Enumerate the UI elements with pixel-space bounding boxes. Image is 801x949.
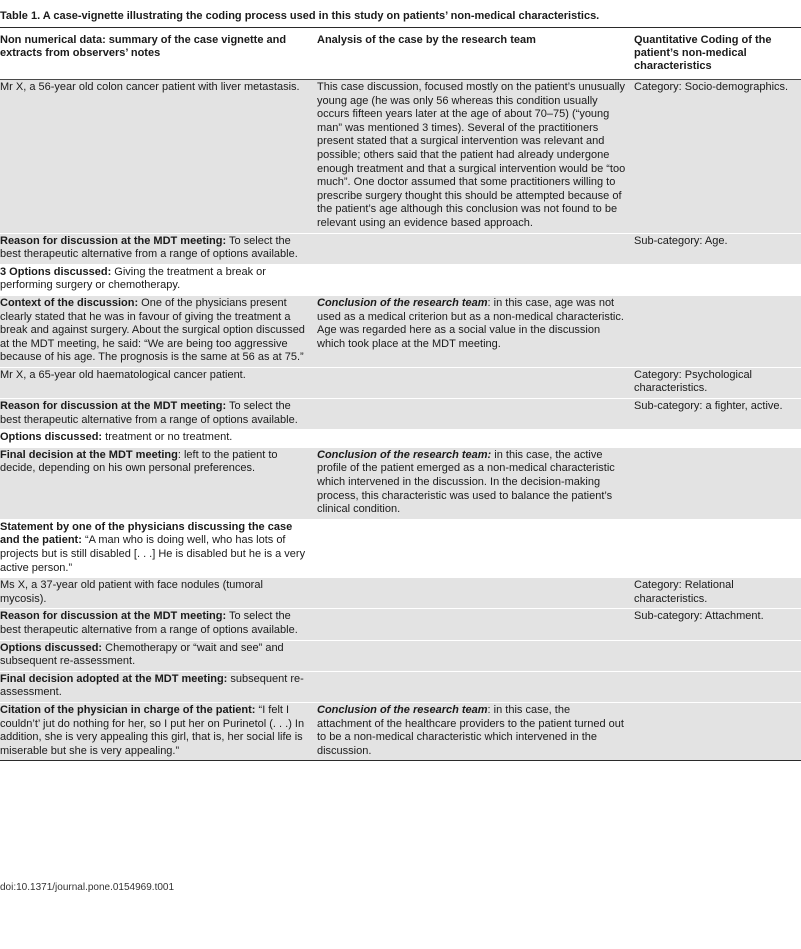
table-header bbox=[0, 28, 801, 80]
cell-analysis bbox=[313, 367, 630, 398]
cell-text: To select the best therapeutic alternative from a range of options available. bbox=[0, 400, 298, 426]
cell-label: 3 Options discussed: bbox=[0, 265, 112, 278]
cell-coding bbox=[630, 640, 801, 671]
header-coding: Quantitative Coding of the patient’s non-medical characteristics bbox=[634, 34, 772, 72]
cell-case-summary bbox=[0, 399, 313, 430]
table-row bbox=[0, 367, 801, 398]
table-row bbox=[0, 430, 801, 448]
cell-coding bbox=[630, 447, 801, 519]
table-row bbox=[0, 671, 801, 702]
cell-case-summary bbox=[0, 233, 313, 264]
cell-analysis bbox=[313, 671, 630, 702]
cell-coding: Category: Socio-demographics. bbox=[630, 80, 801, 234]
cell-text: Giving the treatment a break or performing surgery or chemotherapy. bbox=[0, 265, 266, 292]
cell-text: To select the best therapeutic alternative from a range of options available. bbox=[0, 610, 298, 636]
cell-case-summary bbox=[0, 80, 313, 234]
cell-text: Ms X, a 37-year old patient with face nodules (tumoral mycosis). bbox=[0, 579, 263, 605]
header-analysis: Analysis of the case by the research team bbox=[317, 34, 536, 46]
cell-coding bbox=[630, 295, 801, 367]
table-row bbox=[0, 702, 801, 760]
cell-case-summary bbox=[0, 447, 313, 519]
cell-analysis bbox=[313, 430, 630, 448]
cell-text: One of the physicians present clearly stated that he was in favour of giving the treatment a break and against surgery. About the surgical option discussed at the MDT meeting, he said: “We are being too aggressive because of his age. The prognosis is the same at 56 as at 75.” bbox=[0, 296, 305, 364]
cell-case-summary bbox=[0, 367, 313, 398]
cell-text: : in this case, age was not used as a medical criterion but as a non-medical characteristic. Age was regarded here as a social value in the discussion which took place at the MDT meeting. bbox=[317, 296, 624, 350]
cell-case-summary bbox=[0, 702, 313, 760]
cell-text: Chemotherapy or “wait and see” and subsequent re-assessment. bbox=[0, 641, 284, 668]
conclusion-label: Conclusion of the research team: bbox=[317, 448, 492, 461]
cell-label: Statement by one of the physicians discussing the case and the patient: bbox=[0, 520, 293, 547]
cell-label: Final decision at the MDT meeting bbox=[0, 448, 178, 461]
cell-text: treatment or no treatment. bbox=[102, 431, 233, 444]
cell-case-summary bbox=[0, 640, 313, 671]
cell-analysis bbox=[313, 578, 630, 609]
cell-case-summary bbox=[0, 519, 313, 577]
cell-analysis bbox=[313, 447, 630, 519]
table-container bbox=[0, 27, 801, 761]
table-row bbox=[0, 295, 801, 367]
cell-text: in this case, the active profile of the patient emerged as a non-medical characteristic which intervened in the discussion. In the decision-making process, this characteristic was used to balance the patient’s clinical condition. bbox=[317, 448, 615, 516]
table-caption: Table 1. A case-vignette illustrating the coding process used in this study on patients’ non-medical characteristics. bbox=[0, 10, 600, 22]
cell-text: “I felt I couldn’t’ jut do nothing for her, so I put her on Purinetol (. . .) In addition, she is very appealing this girl, that is, her social life is miserable but she is very appealing.” bbox=[0, 703, 305, 757]
cell-case-summary bbox=[0, 671, 313, 702]
table-row bbox=[0, 80, 801, 234]
cell-label: Reason for discussion at the MDT meeting: bbox=[0, 400, 227, 413]
header-row bbox=[0, 28, 801, 80]
cell-text: Mr X, a 65-year old haematological cancer patient. bbox=[0, 368, 246, 381]
header-summary: Non numerical data: summary of the case vignette and extracts from observers’ notes bbox=[0, 34, 287, 59]
cell-coding bbox=[630, 519, 801, 577]
table-row bbox=[0, 578, 801, 609]
cell-coding: Sub-category: Age. bbox=[630, 233, 801, 264]
cell-text: subsequent re-assessment. bbox=[0, 672, 304, 699]
cell-label: Reason for discussion at the MDT meeting: bbox=[0, 610, 227, 623]
case-vignette-table bbox=[0, 27, 801, 761]
cell-analysis bbox=[313, 399, 630, 430]
cell-text: “A man who is doing well, who has lots of projects but is still disabled [. . .] He is disabled but he is a very active person.” bbox=[0, 534, 306, 574]
cell-analysis bbox=[313, 519, 630, 577]
cell-case-summary bbox=[0, 264, 313, 295]
cell-coding: Sub-category: a fighter, active. bbox=[630, 399, 801, 430]
cell-case-summary bbox=[0, 295, 313, 367]
cell-text: This case discussion, focused mostly on the patient’s unusually young age (he was only 56 whereas this condition usually occurs fifteen years later at the age of about 70–75) (“young man” was mentioned 3 times). Several of the practitioners present stated that a surgical intervention was relevant and possible; others said that the patient had already undergone enough treatment and that a surgical intervention would be “too much”. One doctor assumed that some practitioners willing to prescribe surgery thought this should be attempted because of the patient’s age although this conclusion was not found to be relevant using an evidence based approach. bbox=[317, 81, 626, 229]
cell-coding: Category: Psychological characteristics. bbox=[630, 367, 801, 398]
doi-reference: doi:10.1371/journal.pone.0154969.t001 bbox=[0, 882, 175, 893]
cell-case-summary bbox=[0, 430, 313, 448]
cell-coding bbox=[630, 702, 801, 760]
cell-analysis bbox=[313, 640, 630, 671]
table-row bbox=[0, 609, 801, 640]
table-row bbox=[0, 519, 801, 577]
cell-coding: Sub-category: Attachment. bbox=[630, 609, 801, 640]
cell-analysis bbox=[313, 609, 630, 640]
cell-coding bbox=[630, 430, 801, 448]
table-row bbox=[0, 447, 801, 519]
cell-analysis bbox=[313, 264, 630, 295]
cell-label: Options discussed: bbox=[0, 641, 103, 654]
cell-case-summary bbox=[0, 609, 313, 640]
cell-text: : left to the patient to decide, depending on his own personal preferences. bbox=[0, 448, 278, 475]
table-body bbox=[0, 80, 801, 761]
cell-label: Reason for discussion at the MDT meeting: bbox=[0, 234, 227, 247]
cell-text: : in this case, the attachment of the healthcare providers to the patient turned out to be a non-medical characteristic which intervened in the discussion. bbox=[317, 703, 624, 757]
cell-label: Context of the discussion: bbox=[0, 296, 139, 309]
cell-case-summary bbox=[0, 578, 313, 609]
cell-analysis bbox=[313, 80, 630, 234]
cell-label: Citation of the physician in charge of the patient: bbox=[0, 703, 256, 716]
cell-text: Mr X, a 56-year old colon cancer patient with liver metastasis. bbox=[0, 81, 300, 93]
table-row bbox=[0, 264, 801, 295]
cell-text: To select the best therapeutic alternative from a range of options available. bbox=[0, 234, 298, 261]
table-row bbox=[0, 640, 801, 671]
cell-analysis bbox=[313, 702, 630, 760]
conclusion-label: Conclusion of the research team bbox=[317, 296, 488, 309]
cell-coding bbox=[630, 671, 801, 702]
table-row bbox=[0, 233, 801, 264]
cell-label: Options discussed: bbox=[0, 431, 103, 444]
conclusion-label: Conclusion of the research team bbox=[317, 703, 488, 716]
table-row bbox=[0, 399, 801, 430]
cell-coding: Category: Relational characteristics. bbox=[630, 578, 801, 609]
cell-coding bbox=[630, 264, 801, 295]
cell-analysis bbox=[313, 295, 630, 367]
cell-label: Final decision adopted at the MDT meeting: bbox=[0, 672, 228, 685]
cell-analysis bbox=[313, 233, 630, 264]
